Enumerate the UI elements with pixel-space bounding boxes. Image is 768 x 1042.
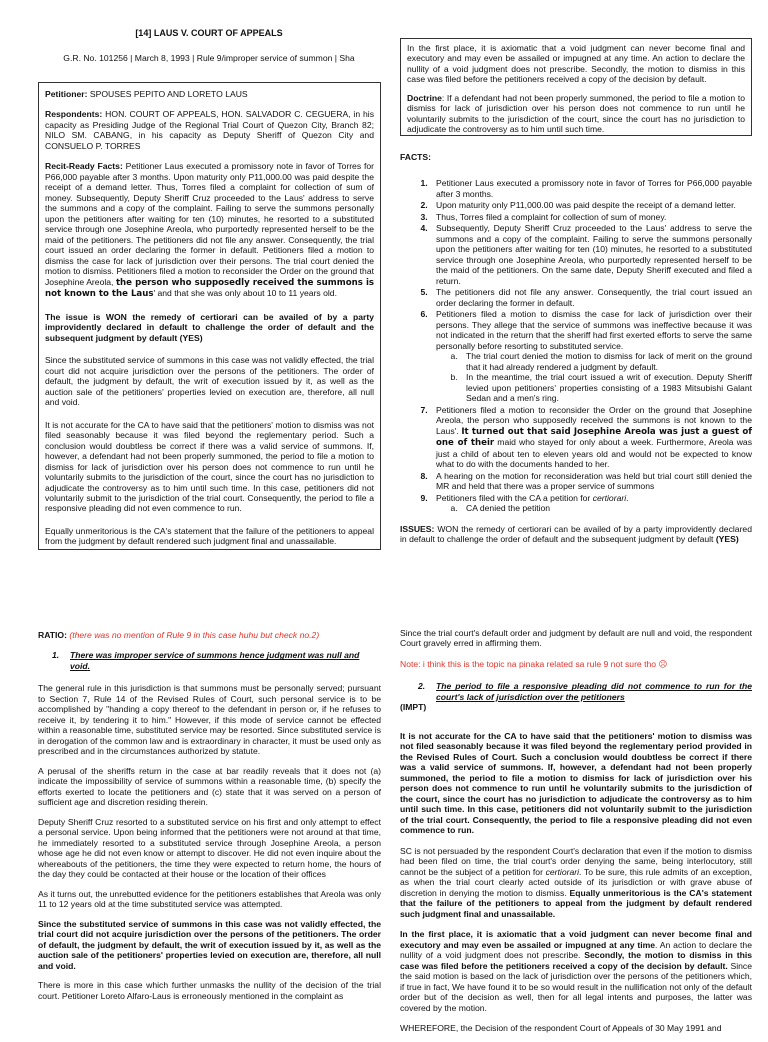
ratio-paragraph: There is more in this case which further unmasks the nullity of the decision of the trial court. Petitioner Loreto Alfaro-Laus is erroneously mentioned in the complaint as (38, 980, 381, 1001)
ratio-paragraph: As it turns out, the unrebutted evidence for the petitioners establishes that Areola was only 11 to 12 years old at the time substituted service was attempted. (38, 888, 381, 910)
petitioner-label: Petitioner: (45, 89, 88, 99)
case-citation: G.R. No. 101256 | March 8, 1993 | Rule 9/improper service of summon | Sha (63, 52, 355, 63)
ratio-note: (there was no mention of Rule 9 in this case huhu but check no.2) (66, 630, 320, 640)
ratio-paragraph: Deputy Sheriff Cruz resorted to a substituted service on his first and only attempt to effect a personal service. Upon being informed that the petitioners were not around at that time, he immediately resorted to a substituted service through Josephine Areola, a person whose age he did not even know or attempt to discover. He did not even inquire about the whereabouts of the petitioners, the time they were expected to return home, the hours of the day they could be contacted at their house or the location of their offices (38, 816, 381, 880)
ratio-heading-1: 1. There was improper service of summons hence judgment was null and void. (52, 650, 360, 671)
doctrine-paragraph: Doctrine: If a defendant had not been properly summoned, the period to file a motion to dismiss for lack of jurisdiction over his person does not commence to run until he voluntarily submits to the jurisdiction of the court, since the court has no jurisdiction to adjudicate the controversy as to him until such time. (407, 92, 745, 135)
ratio-paragraph: The general rule in this jurisdiction is that summons must be personally served; pursuant to Section 7, Rule 14 of the Revised Rules of Court, such personal service is to be accomplished by "handing a copy thereof to the defendant in person or, if he refuses to receive it, by tendering it to him." However, if this mode of service cannot be effected within a reasonable time, substituted service may be resorted. Since substituted service is in derogation of the common law and is extraordinary in character, it must be used only as prescribed and in the circumstances authorized by statute. (38, 683, 381, 757)
ratio-paragraph-bold: Since the substituted service of summons in this case was not validly effected, the trial court did not acquire jurisdiction over the persons of the petitioners. The order of default, the judgment by default, the writ of execution issued by it, as well as the auction sale of the petitioners' properties levied on execution are, therefore, all null and void. (38, 918, 381, 971)
fact-item: 1. Petitioner Laus executed a promissory note in favor of Torres for P66,000 payable after 3 months. (430, 178, 752, 199)
fact-item: 4. Subsequently, Deputy Sheriff Cruz proceeded to the Laus' address to serve the summons and a copy of the complaint. Failing to serve the summons personally upon the petitioners after waiting for ten (10) minutes, he resorted to a substituted service through one Josephine Areola, who purportedly represented herself to be the maid of the petitioners. On the same date, Deputy Sheriff executed and filed a return. (430, 223, 752, 286)
case-title: [14] LAUS V. COURT OF APPEALS (135, 28, 283, 38)
case-header-section (38, 28, 380, 83)
petitioner-line (45, 89, 374, 99)
facts-heading: FACTS: (400, 152, 432, 162)
fact-subitem: a. CA denied the petition (460, 503, 752, 513)
fact-item: 9. Petitioners filed with the CA a petition for certiorari. a. CA denied the petition (430, 493, 752, 514)
ratio-heading (38, 630, 381, 640)
ratio-paragraph: In the first place, it is axiomatic that a void judgment can never become final and executory and may even be assailed or impugned at any time. An action to declare the nullity of a void judgment does not prescribe. Secondly, the motion to dismiss in this case was filed before the petitioners received a copy of the decision by default. Since the said motion is based on the lack of jurisdiction over the persons of the petitioners which, if true in fact, We have found it to be so would result in the nullification not only of the default order but of the decision as well, then for all legal intents and purposes, the latter was covered by the motion. (400, 929, 752, 1013)
issues-paragraph: ISSUES: WON the remedy of certiorari can be availed of by a party improvidently declared in default to challenge the order of default and the subsequent judgment by default (YES) (400, 523, 752, 544)
ratio-paragraph: A perusal of the sheriffs return in the case at bar readily reveals that it does not (a) indicate the impossibility of service of summons within a reasonable time, (b) specify the efforts exerted to locate the petitioners and (c) state that it was served on a person of sufficient age and discretion residing therein. (38, 765, 381, 808)
ratio-paragraph-bold: It is not accurate for the CA to have said that the petitioners' motion to dismiss was not filed seasonably because it was filed beyond the reglementary period provided in the Revised Rules of Court. Such a conclusion would doubtless be correct if there was a valid service of summons. If, however, a defendant had not been properly summoned, the period to file a motion to dismiss for lack of jurisdiction over his person does not commence to run until he voluntarily submits to the jurisdiction of the court, since the court has no jurisdiction to adjudicate the controversy as to him until such time. In this case, petitioners did not voluntarily submit to the jurisdiction of the trial court. Consequently, the period to file a responsive pleading did not even commence to run. (400, 730, 752, 836)
doctrine-label: Doctrine (407, 92, 442, 103)
case-summary-box (38, 82, 381, 550)
ratio-heading-2: 2. The period to file a responsive pleading did not commence to run for the court's lack of jurisdiction over the petitioners (418, 681, 752, 702)
fact-item: 5. The petitioners did not file any answer. Consequently, the trial court issued an order declaring the former in default. (430, 287, 752, 308)
fact-item: 6. Petitioners filed a motion to dismiss the case for lack of jurisdiction over their persons. They allege that the service of summons was ineffective because it was not indicated in the return that the sheriff had first exerted efforts to serve the same personally before resorting to substituted service. a. The trial court denied the motion to dismiss for lack of merit on the ground that it had already rendered a judgment by default. b. In the meantime, the trial court issued a writ of execution. Deputy Sheriff levied upon petitioners' properties consisting of a 1983 Mitsubishi Galant Sedan and a men's ring. (430, 309, 752, 403)
facts-list (400, 178, 752, 513)
fact-sublist (436, 351, 752, 403)
fact-subitem: a. The trial court denied the motion to dismiss for lack of merit on the ground that it had already rendered a judgment by default. (460, 351, 752, 372)
fact-item: 7. Petitioners filed a motion to reconsider the Order on the ground that Josephine Areola, the person who supposedly received the summons is not known to the Laus'. It turned out that said Josephine Areola was just a guest of one of their maid who stayed for only about a week. Furthermore, Areola was just a child of about ten to eleven years old and would not be expected to know what to do with the documents handed to her. (430, 405, 752, 470)
fact-item: 3. Thus, Torres filed a complaint for collection of sum of money. (430, 212, 752, 222)
recit-ready-facts: Recit-Ready Facts: Petitioner Laus executed a promissory note in favor of Torres for P66,000 payable after 3 months. Upon maturity only P11,000.00 was paid despite the receipt of a demand letter. Thus, Torres filed a complaint for collection of sum of money. Subsequently, Deputy Sheriff Cruz proceeded to the Laus' address to serve the summons and a copy of the complaint. Failing to serve the summons personally upon the petitioners after waiting for ten (10) minutes, he resorted to a substituted service through one Josephine Areola, who purportedly represented herself to be the maid of the petitioners. The petitioners did not file any answer. Consequently, the trial court issued an order declaring the former in default. Petitioners filed a motion to dismiss the case for lack of jurisdiction over their persons. The trial court denied the motion to dismiss. Petitioners filed a motion to reconsider the Order on the ground that Josephine Areola, the person who supposedly received the summons is not known to the Laus' and that she was only about 10 to 11 years old. (45, 161, 374, 300)
ratio-continued-section (400, 628, 752, 1042)
ratio-paragraph: SC is not persuaded by the respondent Court's declaration that even if the motion to dismiss had been filed on time, the trial court's order denying the same, being interlocutory, still cannot be the subject of a petition for certiorari. To be sure, this rule admits of an exception, as when the trial court clearly acted outside of its jurisdiction or with grave abuse of discretion in denying the motion to dismiss. Equally unmeritorious is the CA's statement that the failure of the petitioners to appeal from the judgment by default rendered such judgment final and unassailable. (400, 845, 752, 919)
summary-paragraph-1: Since the substituted service of summons in this case was not validly effected, the trial court did not acquire jurisdiction over the persons of the petitioners. The order of default, the judgment by default, the writ of execution issued by it, as well as the auction sale of the petitioners' properties levied on execution are, therefore, all null and void. (45, 355, 374, 408)
facts-section (400, 152, 752, 552)
fact-sublist (436, 503, 752, 513)
doctrine-box (400, 38, 752, 136)
fact-item: 2. Upon maturity only P11,000.00 was paid despite the receipt of a demand letter. (430, 200, 752, 210)
ratio-section (38, 630, 381, 1009)
side-note: Note: i think this is the topic na pinaka related sa rule 9 not sure tho ☹ (400, 658, 668, 669)
fact-item: 8. A hearing on the motion for reconsideration was held but trial court still denied the MR and held that there was a proper service of summons (430, 471, 752, 492)
box-paragraph: In the first place, it is axiomatic that a void judgment can never become final and executory and may even be assailed or impugned at any time. An action to declare the nullity of a void judgment does not prescribe. Secondly, the motion to dismiss in this case was filed before the petitioners received a copy of the decision by default. (407, 43, 745, 85)
ratio-paragraph: WHEREFORE, the Decision of the respondent Court of Appeals of 30 May 1991 and (400, 1023, 722, 1034)
recit-label: Recit-Ready Facts: (45, 161, 123, 172)
respondents-label: Respondents: (45, 109, 103, 120)
ratio-paragraph: Since the trial court's default order and judgment by default are null and void, the respondent Court gravely erred in affirming them. (400, 628, 752, 649)
respondents-line (45, 109, 374, 151)
issue-statement: The issue is WON the remedy of certiorari can be availed of by a party improvidently declared in default to challenge the order of default and the subsequent judgment by default (YES) (45, 311, 374, 343)
petitioner-value: SPOUSES PEPITO AND LORETO LAUS (87, 89, 248, 99)
ratio-label: RATIO: (38, 630, 67, 640)
respondents-value: HON. COURT OF APPEALS, HON. SALVADOR C. CEGUERA, in his capacity as Presiding Judge of the Regional Trial Court of Quezon City, Branch 82; NILO SM. CABANG, in his capacity as Deputy Sheriff of Quezon City and CONSUELO P. TORRES (45, 109, 374, 151)
fact-subitem: b. In the meantime, the trial court issued a writ of execution. Deputy Sheriff levied upon petitioners' properties consisting of a 1983 Mitsubishi Galant Sedan and a men's ring. (460, 372, 752, 403)
issues-label: ISSUES: (400, 523, 435, 534)
summary-paragraph-3: Equally unmeritorious is the CA's statement that the failure of the petitioners to appeal from the judgment by default rendered such judgment final and unassailable. (45, 525, 374, 547)
summary-paragraph-2: It is not accurate for the CA to have said that the petitioners' motion to dismiss was not filed seasonably because it was filed beyond the reglementary period. Such a conclusion would doubtless be correct if there was a valid service of summons. If, however, a defendant had not been properly summoned, the period to file a motion to dismiss for lack of jurisdiction over his person does not commence to run until he voluntarily submits to the jurisdiction of the court, since the court has no jurisdiction to adjudicate the controversy as to him until such time. In this case, petitioners did not voluntarily submit to the jurisdiction of the trial court. Consequently, the period to file a responsive pleading did not even commence to run. (45, 419, 374, 514)
impt-tag: (IMPT) (400, 702, 427, 713)
